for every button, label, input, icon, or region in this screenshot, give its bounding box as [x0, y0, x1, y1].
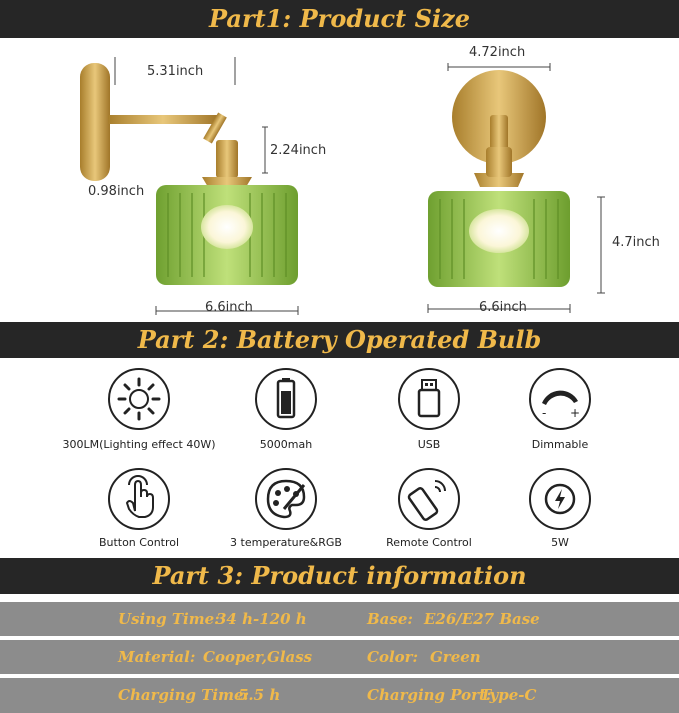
color-label: Color:: [367, 648, 419, 666]
lamp-front-view-image: [420, 55, 620, 315]
svg-text:-: -: [542, 406, 547, 420]
charging-time-value: 5.5 h: [238, 686, 281, 704]
feature-label-power: 5W: [551, 536, 569, 549]
part2-title: Part 2: Battery Operated Bulb: [137, 325, 542, 354]
charging-port-value: Type-C: [480, 686, 537, 704]
feature-label-usb: USB: [417, 438, 441, 451]
side-neck-height-label: 2.24inch: [270, 143, 327, 158]
battery-icon: [254, 367, 318, 431]
front-shade-width-label: 6.6inch: [479, 300, 527, 315]
base-value: E26/E27 Base: [424, 610, 540, 628]
charging-port-label: Charging Port:: [367, 686, 492, 704]
usb-icon: [397, 367, 461, 431]
remote-icon: [397, 467, 461, 531]
front-shade-height-label: 4.7inch: [612, 235, 660, 250]
info-row: [0, 678, 679, 713]
material-value: Cooper,Glass: [203, 648, 313, 666]
sun-icon: [107, 367, 171, 431]
part3-title: Part 3: Product information: [152, 561, 527, 590]
using-time-value: 34 h-120 h: [216, 610, 307, 628]
part3-banner: [0, 558, 679, 594]
side-shade-width-label: 6.6inch: [205, 300, 253, 315]
info-row: [0, 602, 679, 636]
feature-label-temperature-rgb: 3 temperature&RGB: [230, 536, 342, 549]
using-time-label: Using Time:: [118, 610, 220, 628]
hand-press-icon: [107, 467, 171, 531]
power-bolt-icon: [528, 467, 592, 531]
feature-label-remote-control: Remote Control: [386, 536, 472, 549]
palette-icon: [254, 467, 318, 531]
part1-title: Part1: Product Size: [209, 4, 470, 33]
color-value: Green: [430, 648, 481, 666]
dimmer-icon: [528, 367, 592, 431]
base-label: Base:: [367, 610, 413, 628]
feature-label-brightness: 300LM(Lighting effect 40W): [62, 438, 216, 451]
charging-time-label: Charging Time:: [118, 686, 250, 704]
feature-label-battery: 5000mah: [259, 438, 313, 451]
svg-text:+: +: [570, 406, 581, 420]
info-row: [0, 640, 679, 674]
side-arm-length-label: 5.31inch: [147, 64, 204, 79]
feature-label-dimmable: Dimmable: [531, 438, 589, 451]
front-plate-width-label: 4.72inch: [469, 45, 526, 60]
part1-banner: [0, 0, 679, 38]
feature-label-button-control: Button Control: [98, 536, 180, 549]
side-plate-depth-label: 0.98inch: [88, 184, 145, 199]
part2-banner: [0, 322, 679, 358]
material-label: Material:: [118, 648, 196, 666]
